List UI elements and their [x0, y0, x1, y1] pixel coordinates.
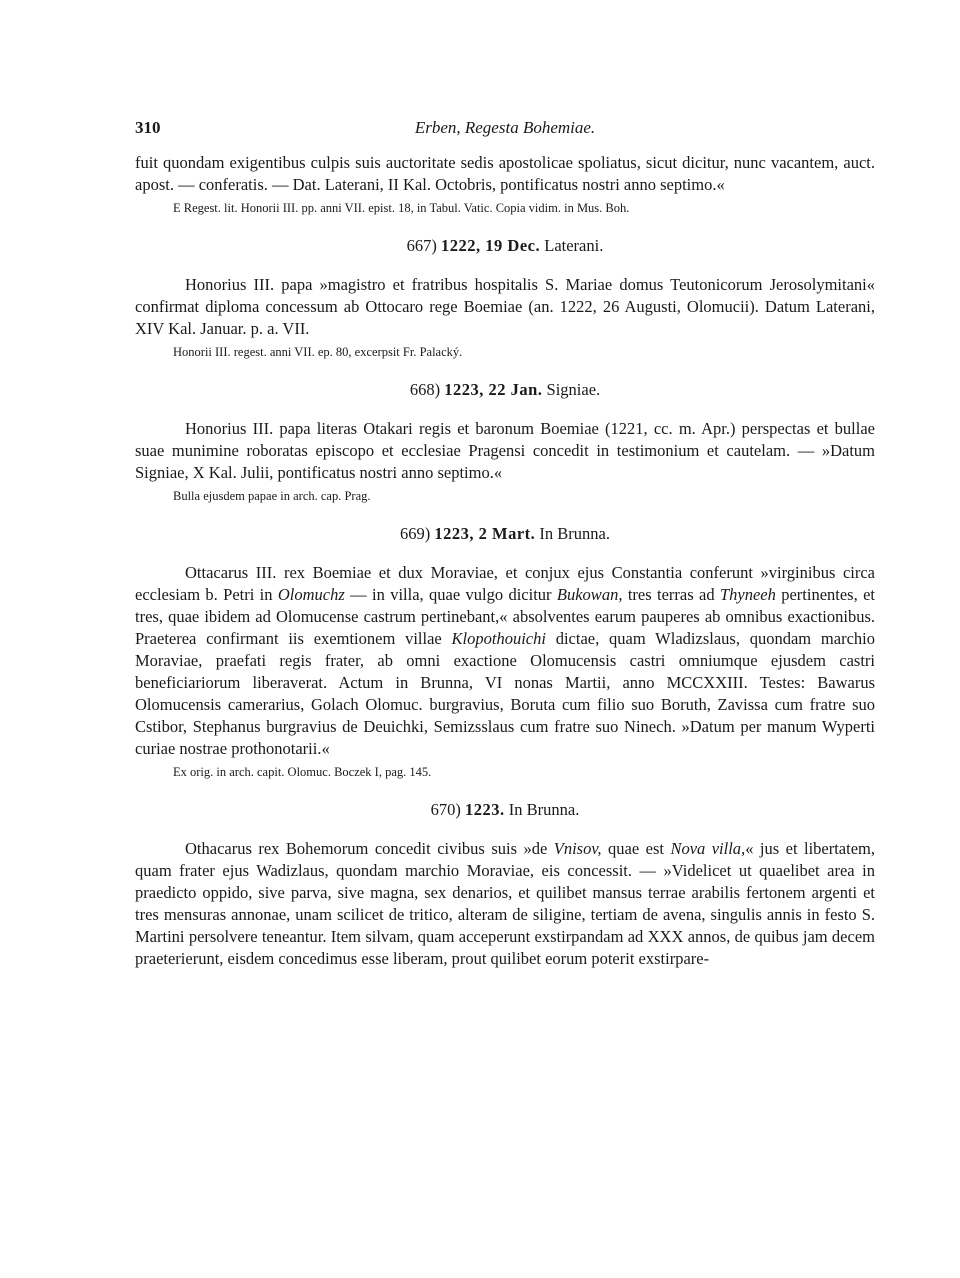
regest-entry-670 [135, 800, 875, 970]
page-number: 310 [135, 118, 161, 137]
entry-heading [135, 380, 875, 400]
entry-heading [135, 800, 875, 820]
place-name: Klopothouichi [451, 629, 546, 648]
text-segment: pertinentes, et tres, quae ibidem ad Olomucense castrum pertinebant,« absolventes earum pauperes ab omnibus exactionibus. Praeterea confirmant iis exemtionem villae [135, 585, 875, 648]
regest-entry-669 [135, 524, 875, 780]
continuation-text: fuit quondam exigentibus culpis suis auctoritate sedis apostolicae spoliatus, sicut dicitur, nunc vacantem, auct. apost. — conferatis. — Dat. Laterani, II Kal. Octobris, pontificatus nostri anno septimo.« [135, 153, 875, 194]
entry-heading [135, 524, 875, 544]
entry-text: Honorius III. papa literas Otakari regis et baronum Boemiae (1221, cc. m. Apr.) perspectas et bullae suae munimine roboratas episcopo et ecclesiae Pragensi concedit in testimonium et cautelam. — »Datum Signiae, X Kal. Julii, pontificatus nostri anno septimo.« [135, 419, 875, 482]
place-name: Olomuchz [277, 585, 345, 604]
place-name: Bukowan, [556, 585, 623, 604]
entry-text: Honorius III. papa »magistro et fratribus hospitalis S. Mariae domus Teutonicorum Jerosolymitani« confirmat diploma concessum ab Ottocaro rege Boemiae (an. 1222, 26 Augusti, Olomucii). Datum Laterani, XIV Kal. Januar. p. a. VII. [135, 275, 875, 338]
entry-source: Bulla ejusdem papae in arch. cap. Prag. [173, 489, 371, 503]
entry-text [135, 838, 875, 970]
entry-source: Honorii III. regest. anni VII. ep. 80, excerpsit Fr. Palacký. [173, 345, 463, 359]
place-name: Nova villa, [670, 839, 746, 858]
entry-number: 670) [430, 800, 461, 819]
entry-place: Laterani. [544, 236, 604, 255]
entry-number: 667) [406, 236, 437, 255]
entry-place: In Brunna. [539, 524, 610, 543]
text-segment: « jus et libertatem, quam frater ejus Wadizlaus, quondam marchio Moraviae, eis concessit. — »Videlicet ut quaelibet area in praedicto oppido, sive parva, sive magna, sex denarios, et quilibet mansus terrae arabilis fertonem argenti et tres mensuras annonae, unam scilicet de tritico, alteram de siligine, tertiam de avena, singulis annis in festo S. Martini persolvere teneantur. Item silvam, quam acceperunt exstirpandam ad XXX annos, de quibus jam decem praeterierunt, eisdem concedimus esse liberam, prout quilibet eorum poterit exstirpare- [135, 839, 876, 968]
running-title: Erben, Regesta Bohemiae. [414, 118, 596, 137]
entry-date: 1223, 2 Mart. [434, 524, 536, 543]
place-name: Vnisov, [553, 839, 602, 858]
entry-place: In Brunna. [508, 800, 580, 819]
text-segment: quae est [601, 839, 671, 858]
page-header [135, 112, 875, 152]
entry-date: 1223. [465, 800, 505, 819]
entry-source: Ex orig. in arch. capit. Olomuc. Boczek I, pag. 145. [173, 765, 432, 779]
entry-number: 669) [400, 524, 431, 543]
continuation-block [135, 152, 875, 216]
regest-entry-667 [135, 236, 875, 360]
entry-text [135, 562, 875, 760]
document-page [135, 112, 875, 976]
place-name: Thyneeh [719, 585, 776, 604]
entry-place: Signiae. [546, 380, 601, 399]
entry-date: 1223, 22 Jan. [444, 380, 543, 399]
regest-entry-668 [135, 380, 875, 504]
text-segment: — in villa, quae vulgo dicitur [344, 585, 557, 604]
text-segment: Othacarus rex Bohemorum concedit civibus suis »de [185, 839, 554, 858]
continuation-source: E Regest. lit. Honorii III. pp. anni VII. epist. 18, in Tabul. Vatic. Copia vidim. in Mus. Boh. [173, 201, 630, 215]
entry-heading [135, 236, 875, 256]
entry-date: 1222, 19 Dec. [441, 236, 541, 255]
entry-number: 668) [409, 380, 441, 399]
text-segment: Ottacarus III. rex Boemiae et dux Moraviae, et conjux ejus Constantia conferunt »virginibus circa ecclesiam b. Petri in [135, 563, 875, 604]
text-segment: tres terras ad [622, 585, 720, 604]
text-segment: dictae, quam Wladizslaus, quondam marchio Moraviae, praefati regis frater, ab omni exactione Olomucensis castri omniumque ejusdem castri beneficiariorum liberaverat. Actum in Brunna, VI nonas Martii, anno MCCXXIII. Testes: Bawarus Olomucensis camerarius, Golach Olomuc. burgravius, Boruta cum filio suo Boruth, Zavissa cum fratre suo Cstibor, Stephanus burgravius de Deuichki, Semizsslaus cum fratre suo Ninech. »Datum per manum Wyperti curiae nostrae prothonotarii.« [135, 629, 875, 758]
